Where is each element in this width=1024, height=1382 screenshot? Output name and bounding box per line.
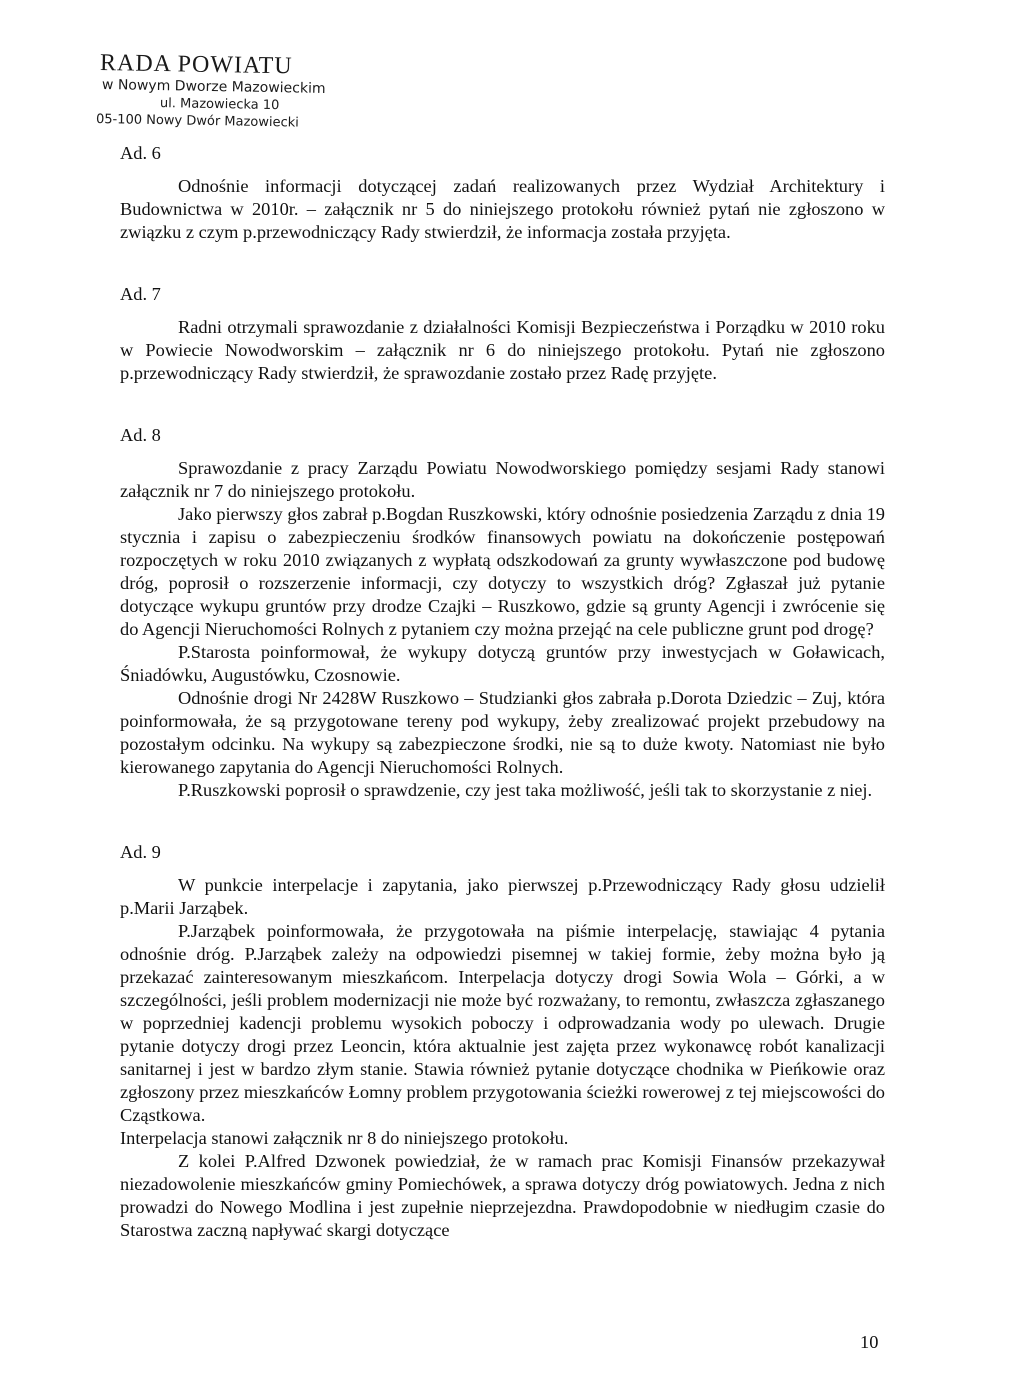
section-ad8 [120, 424, 885, 802]
stamp-location: w Nowym Dworze Mazowieckim [101, 77, 326, 97]
paragraph: Jako pierwszy głos zabrał p.Bogdan Ruszkowski, który odnośnie posiedzenia Zarządu z dnia 19 stycznia i zapisu o zabezpieczeniu środków finansowych powiatu na dokończenie postępowań rozpoczętych w roku 2010 związanych z wypłatą odszkodowań za grunty wywłaszczone pod budowę dróg, poprosił o rozszerzenie informacji, czy dotyczy to wszystkich dróg? Zgłaszał już pytanie dotyczące wykupu gruntów przy drodze Czajki – Ruszkowo, gdzie są grunty Agencji i zwrócenie się do Agencji Nieruchomości Rolnych z pytaniem czy można przejąć na cele publiczne grunt pod drogę? [120, 504, 885, 639]
paragraph: Interpelacja stanowi załącznik nr 8 do niniejszego protokołu. [120, 1128, 569, 1148]
paragraph: P.Ruszkowski poprosił o sprawdzenie, czy jest taka możliwość, jeśli tak to skorzystanie z niej. [178, 780, 873, 800]
section-heading: Ad. 7 [120, 284, 161, 304]
paragraph: Odnośnie drogi Nr 2428W Ruszkowo – Studzianki głos zabrała p.Dorota Dziedzic – Zuj, która poinformowała, że są przygotowane tereny pod wykupy, żeby zrealizować projekt przebudowy na pozostałym odcinku. Na wykupy są zabezpieczone środki, nie są to duże kwoty. Natomiast nie było kierowanego zapytania do Agencji Nieruchomości Rolnych. [120, 688, 885, 777]
council-stamp [95, 50, 360, 131]
section-heading: Ad. 8 [120, 425, 161, 445]
paragraph: Z kolei P.Alfred Dzwonek powiedział, że w ramach prac Komisji Finansów przekazywał niezadowolenie mieszkańców gminy Pomiechówek, a sprawa dotyczy dróg powiatowych. Jedna z nich prowadzi do Nowego Modlina i jest zupełnie nieprzejezdna. Prawdopodobnie w niedługim czasie do Starostwa zaczną napływać skargi dotyczące [120, 1151, 885, 1240]
section-ad9 [120, 841, 885, 1242]
stamp-street: ul. Mazowiecka 10 [159, 96, 280, 114]
stamp-title: RADA POWIATU [99, 50, 293, 80]
stamp-postal: 05-100 Nowy Dwór Mazowiecki [95, 112, 299, 131]
section-ad6 [120, 142, 885, 244]
document-body [120, 142, 885, 1242]
page-number: 10 [860, 1332, 879, 1352]
paragraph: Odnośnie informacji dotyczącej zadań realizowanych przez Wydział Architektury i Budownictwa w 2010r. – załącznik nr 5 do niniejszego protokołu również pytań nie zgłoszono w związku z czym p.przewodniczący Rady stwierdził, że informacja została przyjęta. [120, 176, 885, 242]
section-heading: Ad. 9 [120, 842, 161, 862]
section-ad7 [120, 283, 885, 385]
paragraph: P.Starosta poinformował, że wykupy dotyczą gruntów przy inwestycjach w Goławicach, Śniadówku, Augustówku, Czosnowie. [120, 642, 885, 685]
paragraph: Sprawozdanie z pracy Zarządu Powiatu Nowodworskiego pomiędzy sesjami Rady stanowi załącznik nr 7 do niniejszego protokołu. [120, 458, 885, 501]
paragraph: W punkcie interpelacje i zapytania, jako pierwszej p.Przewodniczący Rady głosu udzielił p.Marii Jarząbek. [120, 875, 885, 918]
paragraph: P.Jarząbek poinformowała, że przygotowała na piśmie interpelację, stawiając 4 pytania odnośnie dróg. P.Jarząbek zależy na odpowiedzi pisemnej w takiej formie, żeby można było ją przekazać zainteresowanym mieszkańcom. Interpelacja dotyczy drogi Sowia Wola – Górki, a w szczególności, jeśli problem modernizacji nie może być rozważany, to remontu, zwłaszcza zgłaszanego w poprzedniej kadencji problemu wysokich poboczy i odprowadzania wody po ulewach. Drugie pytanie dotyczy drogi przez Leoncin, która aktualnie jest zajęta przez wykonawcę robót kanalizacji sanitarnej i jest w bardzo złym stanie. Stawia również pytanie dotyczące chodnika w Pieńkowie oraz zgłoszony przez mieszkańców Łomny problem przygotowania ścieżki rowerowej z tej miejscowości do Cząstkowa. [120, 921, 885, 1125]
paragraph: Radni otrzymali sprawozdanie z działalności Komisji Bezpieczeństwa i Porządku w 2010 roku w Powiecie Nowodworskim – załącznik nr 6 do niniejszego protokołu. Pytań nie zgłoszono p.przewodniczący Rady stwierdził, że sprawozdanie zostało przez Radę przyjęte. [120, 317, 885, 383]
section-heading: Ad. 6 [120, 143, 161, 163]
